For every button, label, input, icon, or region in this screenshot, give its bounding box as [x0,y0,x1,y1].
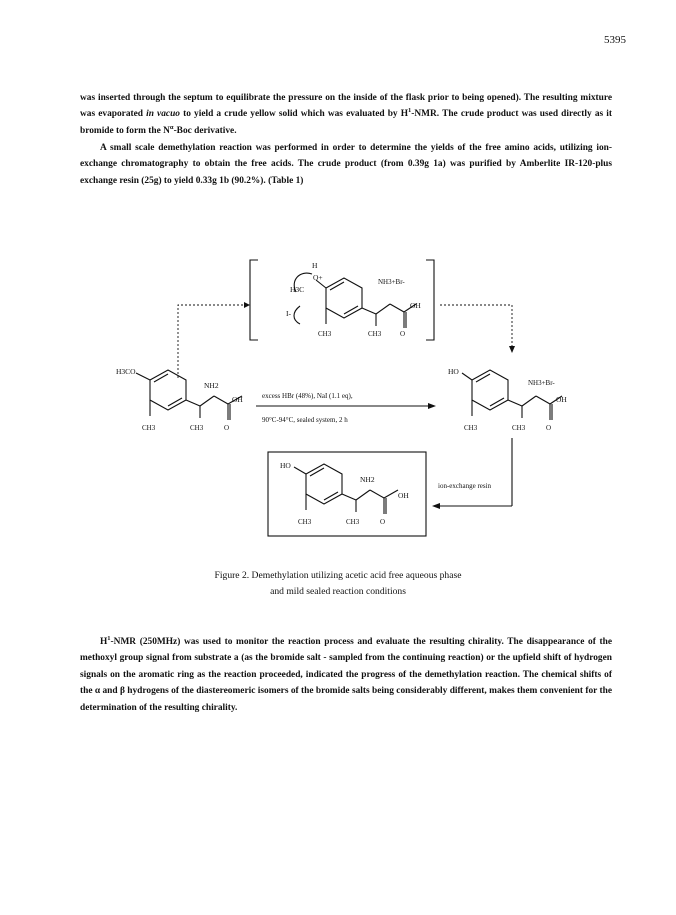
intermediate-ch3-beta: CH3 [368,330,382,338]
free-acid-o: O [380,518,386,526]
bromide-salt-ch3-beta: CH3 [512,424,526,432]
p1-mid2: -NMR. The crude product was used directly as it bromide to form the N [80,109,612,136]
reaction-arrow-head [428,403,436,409]
conditions-temperature: 90°C-94°C, sealed system, 2 h [262,416,348,424]
p1-mid: to yield a crude yellow solid which was evaluated by H [179,109,409,120]
paragraph-continued [80,90,612,139]
free-acid-oh: OH [398,491,409,500]
p1-lead: was inserted through the septum to equilibrate the pressure on the inside of the flask prior to being opened). The resulting mixture was evaporated [80,93,612,120]
intermediate-nh3br: NH3+Br- [378,278,405,286]
figure-caption [0,568,676,600]
free-acid-ch3-ring: CH3 [298,518,312,526]
bromide-salt-oh: OH [556,395,567,404]
substrate-oh: OH [232,395,243,404]
intermediate-ch3-ring: CH3 [318,330,332,338]
ion-exchange-arrow-head [432,503,440,509]
intermediate-h3c: H3C [290,285,305,294]
dashed-arrow-out-head [509,346,515,353]
bromide-salt-ho: HO [448,367,459,376]
p3-sup: 1 [107,634,111,642]
conditions-reagents: excess HBr (48%), NaI (1.1 eq), [262,392,353,400]
free-acid-ho: HO [280,461,291,470]
substrate-ch3-ring: CH3 [142,424,156,432]
substrate-h3co: H3CO [116,367,136,376]
dashed-arrow-in [178,305,244,378]
intermediate-o: O [400,330,406,338]
paragraph-nmr [80,634,612,716]
intermediate-iodide: I- [286,309,291,318]
caption-line-1: Figure 2. Demethylation utilizing acetic acid free aqueous phase [214,570,462,581]
bromide-salt-structure [448,367,567,432]
intermediate-o-plus: O+ [313,273,323,282]
p1-tail: -Boc derivative. [173,125,237,136]
p3-text: -NMR (250MHz) was used to monitor the reaction process and evaluate the resulting chirality. The disappearance of the methoxyl group signal from substrate a (as the bromide salt - sampled from the continuing reaction) or the upfield shift of hydrogen signals on the aromatic ring as the reaction proceeded, indicated the progress of the demethylation reaction. The chemical shifts of the α and β hydrogens of the diastereomeric isomers of the bromide salts being considerably different, makes them convenient for the determination of the resulting chirality. [80,637,612,713]
substrate-ch3-beta: CH3 [190,424,204,432]
bromide-salt-ch3-ring: CH3 [464,424,478,432]
p3-lead: H [100,637,108,647]
dashed-arrow-out [440,305,512,348]
dashed-arrow-in-head [244,302,250,308]
p1-in-vacuo: in vacuo [146,109,180,120]
substrate-nh2: NH2 [204,381,219,390]
paragraph-demethylation: A small scale demethylation reaction was performed in order to determine the yields of the free amino acids, utilizing ion-exchange chromatography to obtain the free acids. The crude product (from 0.39g 1a) was purified by Amberlite IR-120-plus exchange resin (25g) to yield 0.33g 1b (90.2%). (Table 1) [80,143,612,186]
caption-line-2: and mild sealed reaction conditions [270,586,406,597]
p1-alpha: α [169,123,174,131]
substrate-o: O [224,424,230,432]
ion-exchange-label: ion-exchange resin [438,482,492,490]
bromide-salt-nh3br: NH3+Br- [528,379,555,387]
page-number: 5395 [604,34,626,46]
intermediate-structure [286,261,421,338]
reaction-scheme [0,240,676,550]
free-acid-ch3-beta: CH3 [346,518,360,526]
substrate-structure [116,367,243,432]
intermediate-h: H [312,261,318,270]
free-acid-structure [280,461,409,526]
p1-sup: 1 [408,107,412,115]
bromide-salt-o: O [546,424,552,432]
intermediate-oh: OH [410,301,421,310]
free-acid-nh2: NH2 [360,475,375,484]
